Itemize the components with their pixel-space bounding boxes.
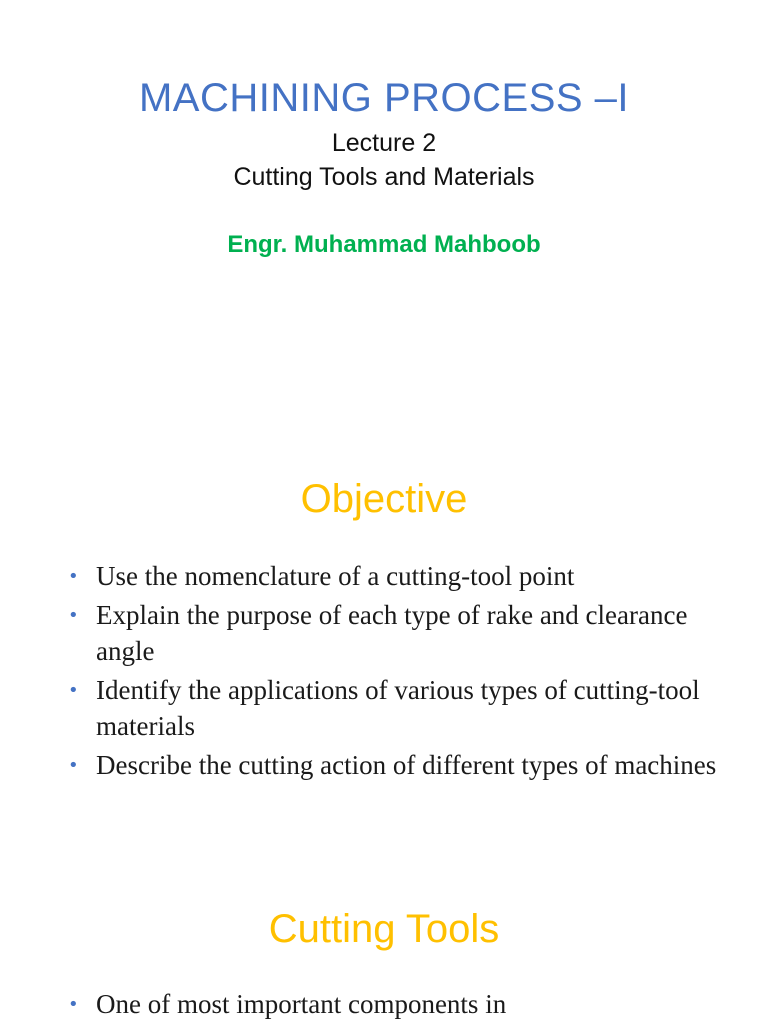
list-item-text: One of most important components in bbox=[96, 989, 507, 1019]
course-title: MACHINING PROCESS –I bbox=[138, 76, 630, 120]
list-item bbox=[62, 747, 752, 783]
bullet-icon: • bbox=[68, 680, 79, 701]
cutting-tools-list bbox=[62, 986, 752, 1024]
slide-cutting-tools bbox=[0, 860, 768, 1024]
list-item bbox=[62, 558, 752, 594]
author-name: Engr. Muhammad Mahboob bbox=[227, 231, 541, 258]
list-item-text: Describe the cutting action of different types of machines bbox=[96, 750, 717, 780]
bullet-icon: • bbox=[68, 994, 79, 1015]
bullet-icon: • bbox=[68, 755, 79, 776]
list-item-text: Identify the applications of various types of cutting-tool materials bbox=[96, 675, 700, 741]
cutting-tools-heading: Cutting Tools bbox=[268, 907, 500, 951]
list-item bbox=[62, 986, 752, 1022]
list-item bbox=[62, 597, 752, 669]
objective-list bbox=[62, 558, 752, 786]
list-item bbox=[62, 672, 752, 744]
slide-title bbox=[0, 0, 768, 430]
slide-objective bbox=[0, 430, 768, 860]
list-item-text: Use the nomenclature of a cutting-tool point bbox=[96, 561, 575, 591]
list-item-text: Explain the purpose of each type of rake and clearance angle bbox=[96, 600, 688, 666]
bullet-icon: • bbox=[68, 566, 79, 587]
lecture-number: Lecture 2 bbox=[331, 129, 437, 157]
lecture-topic: Cutting Tools and Materials bbox=[233, 163, 535, 191]
bullet-icon: • bbox=[68, 605, 79, 626]
objective-heading: Objective bbox=[300, 477, 468, 521]
